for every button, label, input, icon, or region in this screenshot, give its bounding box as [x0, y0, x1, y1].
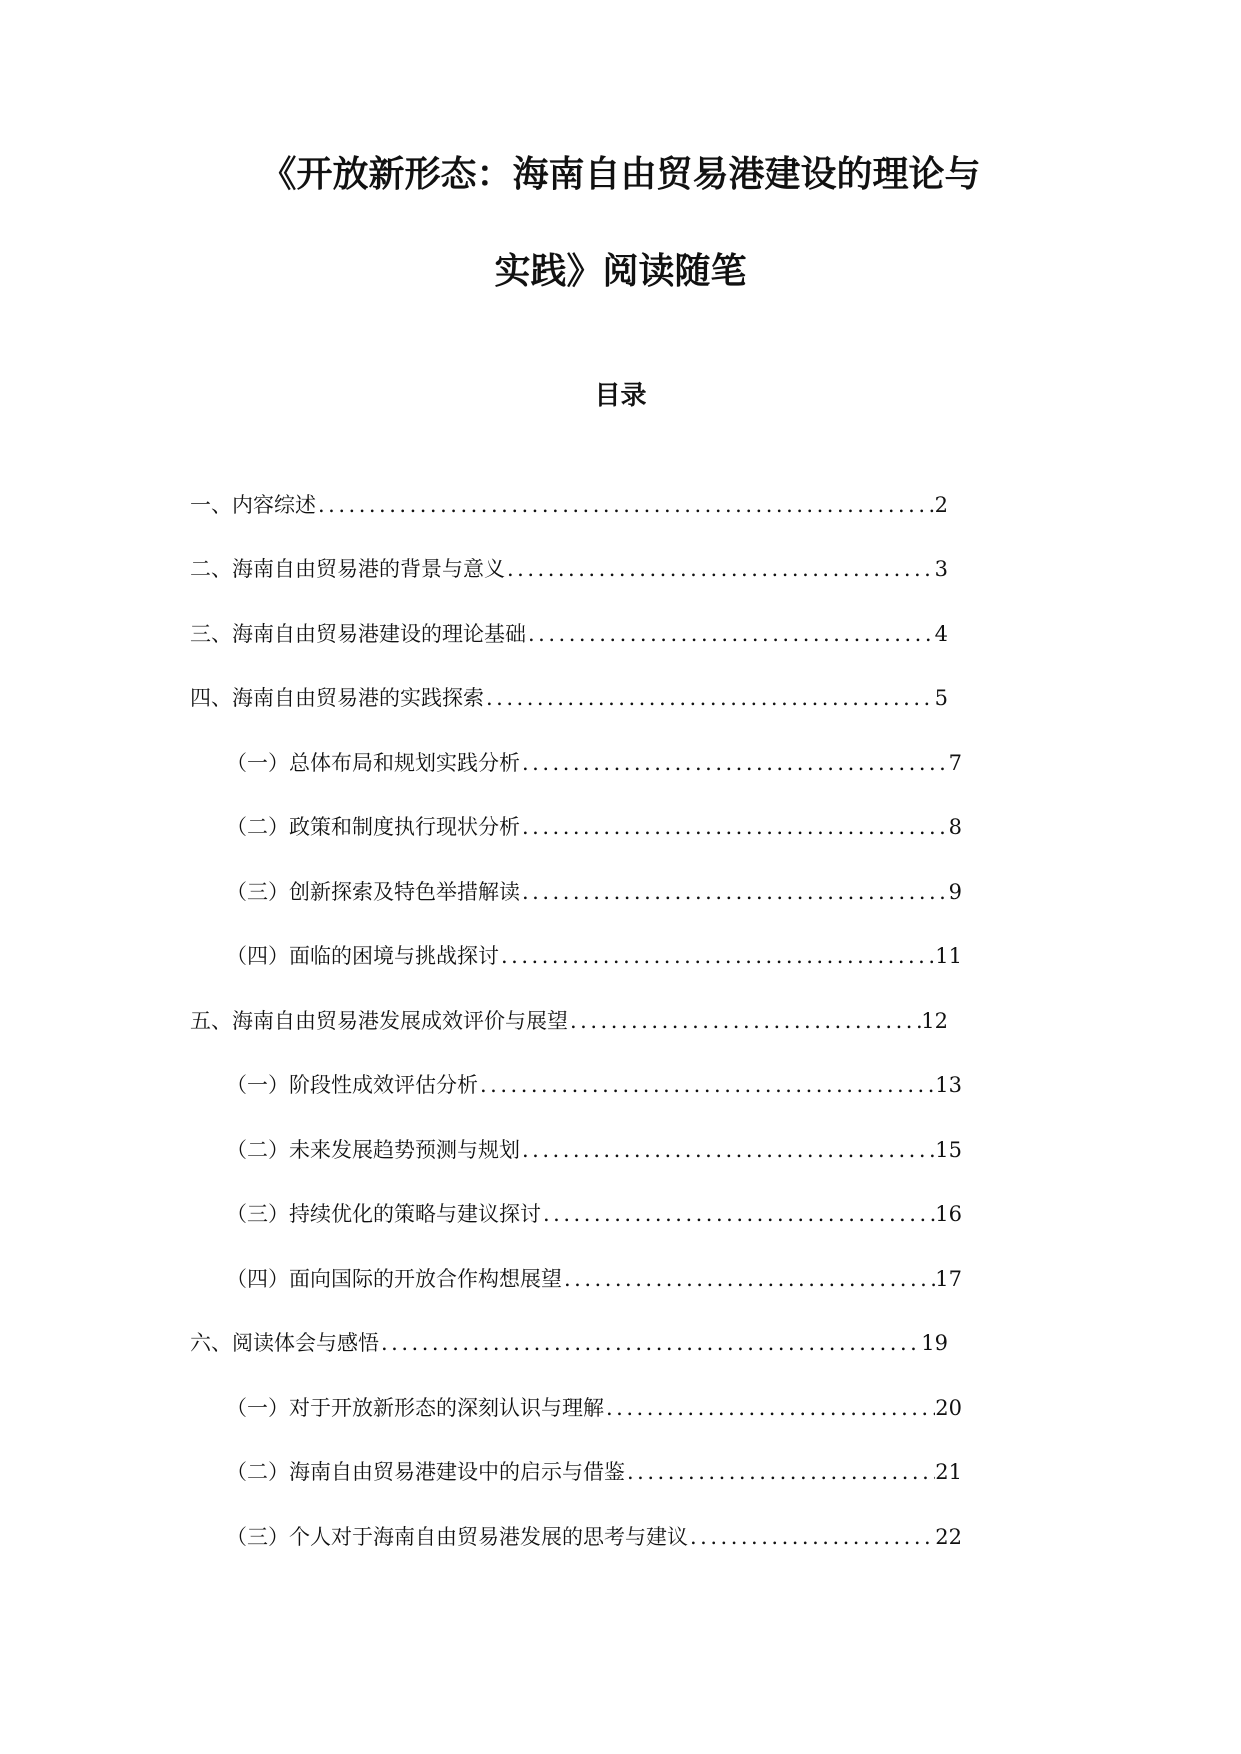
toc-entry-label: 一、内容综述	[190, 493, 316, 517]
toc-entry-page-number: 21	[935, 1460, 962, 1484]
toc-entry[interactable]	[226, 812, 962, 842]
toc-entry-label: （二）未来发展趋势预测与规划	[226, 1138, 520, 1162]
toc-entry-page-number: 5	[934, 686, 948, 710]
toc-entry-label: （四）面临的困境与挑战探讨	[226, 944, 499, 968]
toc-leader-dots	[568, 1006, 921, 1036]
document-title-line-1: 《开放新形态：海南自由贸易港建设的理论与	[260, 154, 981, 195]
toc-entry-label: （四）面向国际的开放合作构想展望	[226, 1267, 562, 1291]
toc-entry-label: 四、海南自由贸易港的实践探索	[190, 686, 484, 710]
toc-leader-dots	[562, 1264, 935, 1294]
toc-entry-page-number: 19	[921, 1331, 948, 1355]
toc-entry[interactable]	[226, 941, 962, 971]
toc-leader-dots	[625, 1457, 935, 1487]
toc-entry-page-number: 13	[935, 1073, 962, 1097]
toc-entry-page-number: 22	[935, 1525, 962, 1549]
toc-entry-page-number: 4	[934, 622, 948, 646]
toc-leader-dots	[526, 619, 935, 649]
toc-entry-label: 五、海南自由贸易港发展成效评价与展望	[190, 1009, 568, 1033]
toc-entry-label: （二）政策和制度执行现状分析	[226, 815, 520, 839]
document-title-line-2: 实践》阅读随笔	[494, 251, 747, 292]
toc-leader-dots	[379, 1328, 921, 1358]
toc-entry[interactable]	[226, 1457, 962, 1487]
toc-entry-label: （三）创新探索及特色举措解读	[226, 880, 520, 904]
toc-entry-label: （一）阶段性成效评估分析	[226, 1073, 478, 1097]
toc-entry-label: 二、海南自由贸易港的背景与意义	[190, 557, 505, 581]
toc-entry[interactable]	[190, 683, 948, 713]
toc-entry[interactable]	[226, 1264, 962, 1294]
toc-entry-label: （三）持续优化的策略与建议探讨	[226, 1202, 541, 1226]
toc-entry-label: （一）总体布局和规划实践分析	[226, 751, 520, 775]
toc-entry[interactable]	[226, 1135, 962, 1165]
toc-entry-page-number: 7	[948, 751, 962, 775]
toc-leader-dots	[505, 554, 935, 584]
toc-entry-page-number: 9	[948, 880, 962, 904]
toc-entry[interactable]	[190, 490, 948, 520]
toc-entry[interactable]	[190, 554, 948, 584]
toc-heading: 目录	[594, 381, 647, 411]
toc-entry-label: 三、海南自由贸易港建设的理论基础	[190, 622, 526, 646]
toc-entry-page-number: 17	[935, 1267, 962, 1291]
toc-entry[interactable]	[226, 1522, 962, 1552]
toc-entry-page-number: 12	[921, 1009, 948, 1033]
toc-entry-page-number: 15	[935, 1138, 962, 1162]
toc-leader-dots	[604, 1393, 935, 1423]
toc-entry-page-number: 16	[935, 1202, 962, 1226]
toc-entry[interactable]	[226, 1393, 962, 1423]
toc-leader-dots	[499, 941, 935, 971]
toc-leader-dots	[541, 1199, 935, 1229]
toc-entry-page-number: 8	[948, 815, 962, 839]
toc-entry-label: （一）对于开放新形态的深刻认识与理解	[226, 1396, 604, 1420]
toc-leader-dots	[316, 490, 935, 520]
toc-entry[interactable]	[190, 1328, 948, 1358]
toc-entry[interactable]	[226, 748, 962, 778]
toc-entry-page-number: 11	[935, 944, 962, 968]
toc-entry-label: （二）海南自由贸易港建设中的启示与借鉴	[226, 1460, 625, 1484]
toc-entry[interactable]	[190, 1006, 948, 1036]
toc-leader-dots	[520, 1135, 935, 1165]
toc-entry[interactable]	[226, 877, 962, 907]
toc-leader-dots	[478, 1070, 935, 1100]
toc-leader-dots	[688, 1522, 935, 1552]
toc-entry[interactable]	[190, 619, 948, 649]
toc-leader-dots	[520, 877, 949, 907]
toc-leader-dots	[520, 748, 949, 778]
toc-entry[interactable]	[226, 1199, 962, 1229]
toc-entry-label: 六、阅读体会与感悟	[190, 1331, 379, 1355]
toc-entry-page-number: 3	[934, 557, 948, 581]
toc-entry-page-number: 2	[934, 493, 948, 517]
toc-entry-label: （三）个人对于海南自由贸易港发展的思考与建议	[226, 1525, 688, 1549]
toc-entry[interactable]	[226, 1070, 962, 1100]
toc-leader-dots	[484, 683, 935, 713]
toc-entry-page-number: 20	[935, 1396, 962, 1420]
toc-leader-dots	[520, 812, 949, 842]
